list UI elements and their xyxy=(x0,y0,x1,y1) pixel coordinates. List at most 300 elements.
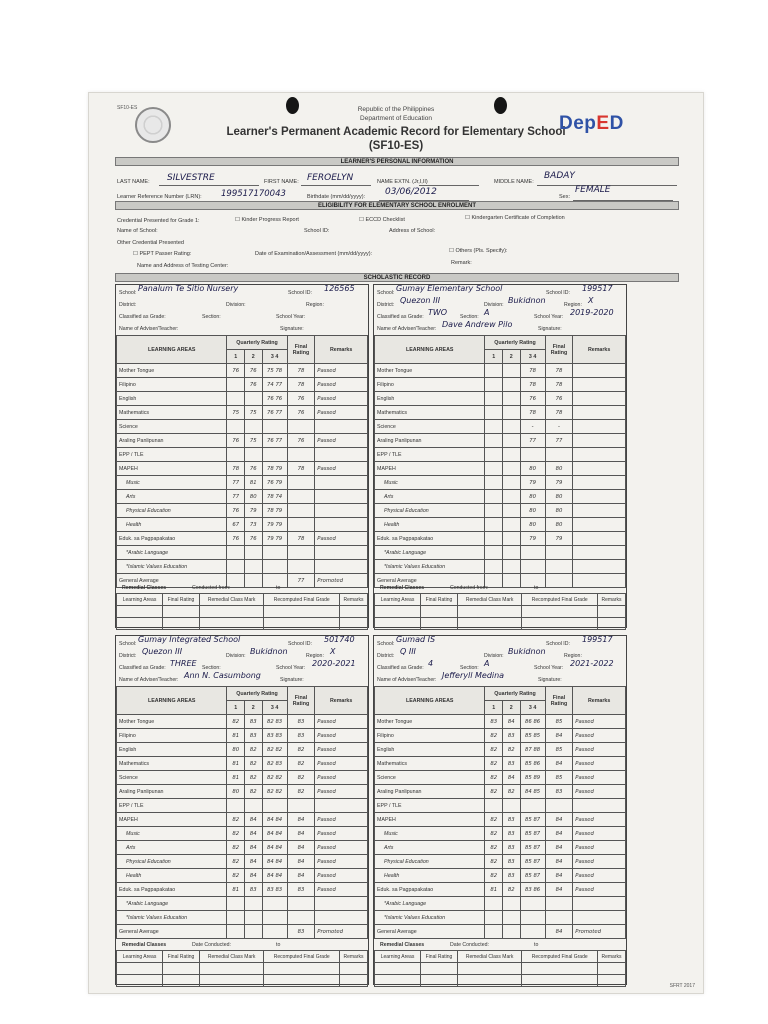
section-label: Section: xyxy=(460,314,479,320)
q34-rating: 84 84 xyxy=(262,855,287,869)
remarks-header: Remarks xyxy=(573,687,626,715)
signature-label: Signature: xyxy=(538,326,562,332)
grade-row xyxy=(375,462,626,476)
school-id-value: 126565 xyxy=(324,284,355,293)
remarks-value xyxy=(573,546,626,560)
grades-table xyxy=(116,335,368,588)
q34-rating xyxy=(520,560,545,574)
birthdate-label: Birthdate (mm/dd/yyyy): xyxy=(307,194,366,200)
q34-rating: 79 79 xyxy=(262,532,287,546)
q34-rating: 84 84 xyxy=(262,869,287,883)
page-subtitle: (SF10-ES) xyxy=(368,140,424,152)
signature-label: Signature: xyxy=(280,326,304,332)
school-id-label: School ID: xyxy=(546,641,570,647)
q2-rating: 84 xyxy=(503,715,521,729)
remarks-value: Passed xyxy=(315,743,368,757)
q34-rating: 86 86 xyxy=(520,715,545,729)
remedial-column-header: Remedial Class Mark xyxy=(199,951,264,963)
elig-address: Address of School: xyxy=(389,228,436,234)
subject-label: Science xyxy=(375,771,485,785)
final-rating-header: Final Rating xyxy=(287,687,315,715)
q34-rating: 80 xyxy=(520,504,545,518)
exam-date-label: Date of Examination/Assessment (mm/dd/yyyy): xyxy=(255,251,373,257)
q1-rating xyxy=(485,911,503,925)
subject-label: Music xyxy=(375,476,485,490)
remarks-value: Passed xyxy=(573,855,626,869)
final-rating xyxy=(287,911,315,925)
q1-rating: 77 xyxy=(227,476,245,490)
adviser-label: Name of Adviser/Teacher: xyxy=(119,677,179,683)
q34-rating xyxy=(262,574,287,588)
q1-rating: 82 xyxy=(485,869,503,883)
grade-row xyxy=(117,560,368,574)
remedial-label: Remedial Classes xyxy=(122,942,167,948)
q1-rating xyxy=(227,799,245,813)
learning-areas-header: LEARNING AREAS xyxy=(117,687,227,715)
grades-table xyxy=(374,335,626,588)
other-credential-label: Other Credential Presented xyxy=(117,240,184,246)
q34-rating: 80 xyxy=(520,490,545,504)
remedial-column-header: Recomputed Final Grade xyxy=(522,951,598,963)
kinder-checkbox: ☐ Kinder Progress Report xyxy=(235,217,299,223)
quarterly-header: Quarterly Rating xyxy=(485,687,545,701)
final-rating xyxy=(545,911,573,925)
q1-rating: 82 xyxy=(485,813,503,827)
final-rating: 84 xyxy=(545,869,573,883)
q1-rating xyxy=(485,518,503,532)
conducted-label: Conducted from: xyxy=(450,585,489,591)
q2-header: 2 xyxy=(245,350,263,364)
q2-rating: 82 xyxy=(245,743,263,757)
q1-rating: 77 xyxy=(227,490,245,504)
subject-label: Mathematics xyxy=(375,757,485,771)
section-value: A xyxy=(484,659,490,668)
grade-row xyxy=(117,841,368,855)
grade-row xyxy=(117,799,368,813)
q34-rating: 82 82 xyxy=(262,785,287,799)
final-rating: 78 xyxy=(287,378,315,392)
q34-rating: 85 87 xyxy=(520,841,545,855)
remarks-value xyxy=(573,434,626,448)
grade-value: TWO xyxy=(428,308,448,317)
section-label: Section: xyxy=(202,314,221,320)
q1-rating xyxy=(227,911,245,925)
final-rating: 85 xyxy=(545,715,573,729)
to-label: to xyxy=(534,585,539,591)
subject-label: MAPEH xyxy=(375,462,485,476)
region-label: Region: xyxy=(564,653,582,659)
q2-rating xyxy=(503,504,521,518)
q34-rating: 84 84 xyxy=(262,841,287,855)
remarks-value: Passed xyxy=(315,785,368,799)
q1-rating xyxy=(227,560,245,574)
remarks-value: Passed xyxy=(315,757,368,771)
final-rating xyxy=(287,518,315,532)
region-label: Region: xyxy=(306,302,324,308)
remedial-column-header: Remedial Class Mark xyxy=(199,594,264,606)
grade-row xyxy=(375,448,626,462)
scholastic-panel-2 xyxy=(373,284,627,628)
subject-label: MAPEH xyxy=(375,813,485,827)
final-rating: 84 xyxy=(545,757,573,771)
q2-header: 2 xyxy=(503,701,521,715)
q1-rating xyxy=(485,462,503,476)
school-year-value: 2021-2022 xyxy=(570,659,614,668)
q1-rating: 81 xyxy=(227,729,245,743)
subject-label: *Islamic Values Education xyxy=(117,560,227,574)
q1-rating: 82 xyxy=(227,841,245,855)
final-rating: 84 xyxy=(287,855,315,869)
subject-label: Filipino xyxy=(375,729,485,743)
q1-rating: 82 xyxy=(227,715,245,729)
remedial-column-header: Remarks xyxy=(340,951,368,963)
q1-header: 1 xyxy=(227,350,245,364)
remedial-column-header: Learning Areas xyxy=(375,951,421,963)
pept-checkbox: ☐ PEPT Passer Rating: xyxy=(133,251,192,257)
remarks-value: Passed xyxy=(573,729,626,743)
q1-rating xyxy=(485,925,503,939)
q34-rating: 85 87 xyxy=(520,855,545,869)
grade-row xyxy=(117,476,368,490)
district-value: Quezon III xyxy=(400,296,441,305)
q2-rating: 84 xyxy=(245,869,263,883)
remarks-value xyxy=(315,897,368,911)
remarks-value xyxy=(315,420,368,434)
final-rating xyxy=(287,490,315,504)
remedial-column-header: Final Rating xyxy=(421,951,458,963)
q34-rating xyxy=(520,546,545,560)
final-rating xyxy=(545,897,573,911)
q2-rating: 83 xyxy=(245,883,263,897)
grade-row xyxy=(375,883,626,897)
subject-label: *Arabic Language xyxy=(117,546,227,560)
remarks-value: Passed xyxy=(573,715,626,729)
q2-rating: 82 xyxy=(503,743,521,757)
grade-row xyxy=(375,827,626,841)
final-rating xyxy=(545,799,573,813)
q1-rating xyxy=(227,546,245,560)
school-id-value: 199517 xyxy=(582,284,613,293)
q34-rating xyxy=(262,925,287,939)
subject-label: *Islamic Values Education xyxy=(375,911,485,925)
grade-value: THREE xyxy=(170,659,197,668)
school-label: School: xyxy=(377,641,395,647)
grade-row xyxy=(117,462,368,476)
remedial-column-header: Learning Areas xyxy=(117,594,163,606)
q34-rating xyxy=(262,546,287,560)
final-rating-header: Final Rating xyxy=(287,336,315,364)
q2-rating: 83 xyxy=(503,757,521,771)
grade-row xyxy=(117,434,368,448)
adviser-value: Ann N. Casumbong xyxy=(184,671,261,680)
q1-header: 1 xyxy=(485,701,503,715)
subject-label: Mathematics xyxy=(375,406,485,420)
adviser-value: Dave Andrew Pilo xyxy=(442,320,513,329)
q2-rating: 81 xyxy=(245,476,263,490)
q2-header: 2 xyxy=(245,701,263,715)
middle-name-value: BADAY xyxy=(544,171,575,181)
grade-row xyxy=(375,869,626,883)
q2-rating xyxy=(503,546,521,560)
grade-row xyxy=(375,715,626,729)
q1-rating xyxy=(227,448,245,462)
subject-label: General Average xyxy=(117,574,227,588)
q34-rating xyxy=(520,925,545,939)
q34-rating: 76 79 xyxy=(262,476,287,490)
final-rating: 76 xyxy=(287,434,315,448)
q1-rating: 80 xyxy=(227,743,245,757)
remarks-value: Passed xyxy=(573,785,626,799)
final-rating xyxy=(545,546,573,560)
subject-label: *Islamic Values Education xyxy=(117,911,227,925)
q34-header: 3 4 xyxy=(520,350,545,364)
subject-label: Physical Education xyxy=(375,855,485,869)
grade-row xyxy=(117,364,368,378)
grade-label: Classified as Grade: xyxy=(119,665,166,671)
q34-rating: 85 89 xyxy=(520,771,545,785)
remarks-value xyxy=(315,448,368,462)
q1-rating: 80 xyxy=(227,785,245,799)
q2-rating xyxy=(245,448,263,462)
remarks-value xyxy=(573,364,626,378)
subject-label: EPP / TLE xyxy=(375,799,485,813)
q2-rating xyxy=(503,364,521,378)
q2-rating xyxy=(245,546,263,560)
final-rating xyxy=(287,546,315,560)
grade-row xyxy=(375,546,626,560)
q2-rating: 79 xyxy=(245,504,263,518)
grade-row xyxy=(375,518,626,532)
grade-row xyxy=(375,434,626,448)
subject-label: Health xyxy=(375,869,485,883)
final-rating: 80 xyxy=(545,490,573,504)
q34-rating xyxy=(262,448,287,462)
remedial-column-header: Recomputed Final Grade xyxy=(264,951,340,963)
grades-table xyxy=(374,686,626,939)
grade-row xyxy=(117,518,368,532)
final-rating: 79 xyxy=(545,532,573,546)
q2-rating: 82 xyxy=(503,883,521,897)
date-conducted-label: Date Conducted: xyxy=(192,942,231,948)
final-rating: 84 xyxy=(545,841,573,855)
q1-rating: 81 xyxy=(227,771,245,785)
remarks-value: Passed xyxy=(315,462,368,476)
q2-rating: 83 xyxy=(245,715,263,729)
republic-label: Republic of the Philippines xyxy=(357,106,435,113)
remarks-value xyxy=(573,560,626,574)
subject-label: Eduk. sa Pagpapakatao xyxy=(375,883,485,897)
q34-rating: 80 xyxy=(520,462,545,476)
grade-row xyxy=(117,546,368,560)
remarks-value: Passed xyxy=(573,869,626,883)
grade-row xyxy=(117,911,368,925)
remarks-value xyxy=(573,897,626,911)
remarks-value xyxy=(573,448,626,462)
q1-rating: 82 xyxy=(485,785,503,799)
scholastic-heading: SCHOLASTIC RECORD xyxy=(115,273,679,282)
grade-row xyxy=(117,897,368,911)
remarks-value xyxy=(315,476,368,490)
sex-value: FEMALE xyxy=(575,185,611,195)
q2-rating xyxy=(245,799,263,813)
division-value: Bukidnon xyxy=(508,296,546,305)
q34-rating: 76 77 xyxy=(262,406,287,420)
subject-label: Filipino xyxy=(117,729,227,743)
remedial-column-header: Final Rating xyxy=(163,594,200,606)
grade-row xyxy=(375,785,626,799)
final-rating: 84 xyxy=(287,827,315,841)
final-rating: 84 xyxy=(287,813,315,827)
region-label: Region: xyxy=(564,302,582,308)
grade-row xyxy=(117,757,368,771)
final-rating xyxy=(545,574,573,588)
q34-rating: 76 76 xyxy=(262,392,287,406)
q1-rating: 82 xyxy=(227,855,245,869)
grade-row xyxy=(117,532,368,546)
q2-rating xyxy=(503,799,521,813)
remedial-table xyxy=(116,950,368,987)
remarks-value xyxy=(573,420,626,434)
remarks-value: Promoted xyxy=(315,925,368,939)
subject-label: Arts xyxy=(117,841,227,855)
school-year-label: School Year: xyxy=(276,314,306,320)
remarks-value: Passed xyxy=(573,827,626,841)
remarks-value xyxy=(573,462,626,476)
q34-rating xyxy=(262,911,287,925)
remarks-header: Remarks xyxy=(573,336,626,364)
form-code: SF10-ES xyxy=(117,105,138,111)
q34-rating: 82 82 xyxy=(262,743,287,757)
subject-label: Health xyxy=(375,518,485,532)
q1-rating: 82 xyxy=(227,827,245,841)
q34-rating: 77 xyxy=(520,434,545,448)
subject-label: Physical Education xyxy=(117,504,227,518)
grade-row xyxy=(375,364,626,378)
q1-rating: 67 xyxy=(227,518,245,532)
q34-rating: 78 79 xyxy=(262,504,287,518)
adviser-value: Jefferyll Medina xyxy=(442,671,505,680)
subject-label: Eduk. sa Pagpapakatao xyxy=(117,532,227,546)
q1-rating xyxy=(485,420,503,434)
grade-label: Classified as Grade: xyxy=(377,665,424,671)
grade-row xyxy=(117,743,368,757)
q2-rating xyxy=(245,925,263,939)
grade-row xyxy=(117,827,368,841)
middle-name-label: MIDDLE NAME: xyxy=(494,179,534,185)
final-rating: 83 xyxy=(287,715,315,729)
q1-rating xyxy=(485,504,503,518)
q1-rating: 82 xyxy=(485,771,503,785)
grade-row xyxy=(375,560,626,574)
school-id-value: 501740 xyxy=(324,635,355,644)
subject-label: Arts xyxy=(117,490,227,504)
name-ext-label: NAME EXTN. (Jr,I,II) xyxy=(377,179,428,185)
elig-school-name: Name of School: xyxy=(117,228,158,234)
grade-row xyxy=(375,532,626,546)
q34-rating: 85 87 xyxy=(520,813,545,827)
q1-rating: 82 xyxy=(485,729,503,743)
personal-info-heading: LEARNER'S PERSONAL INFORMATION xyxy=(115,157,679,166)
remarks-value: Passed xyxy=(315,378,368,392)
region-value: X xyxy=(588,296,594,305)
grade-row xyxy=(117,925,368,939)
q2-rating: 83 xyxy=(503,813,521,827)
final-rating: 82 xyxy=(287,743,315,757)
subject-label: Mathematics xyxy=(117,406,227,420)
remarks-value: Passed xyxy=(315,855,368,869)
q34-rating xyxy=(262,420,287,434)
remarks-value xyxy=(315,546,368,560)
final-rating: 82 xyxy=(287,771,315,785)
final-rating-header: Final Rating xyxy=(545,336,573,364)
final-rating: 77 xyxy=(287,574,315,588)
subject-label: Araling Panlipunan xyxy=(117,434,227,448)
remark-label: Remark: xyxy=(451,260,472,266)
remarks-header: Remarks xyxy=(315,687,368,715)
q2-rating xyxy=(503,897,521,911)
q2-rating: 84 xyxy=(503,771,521,785)
q1-rating xyxy=(485,897,503,911)
district-value: Q III xyxy=(400,647,416,656)
final-rating: - xyxy=(545,420,573,434)
section-label: Section: xyxy=(460,665,479,671)
footer-code: SFRT 2017 xyxy=(669,983,695,989)
school-year-label: School Year: xyxy=(276,665,306,671)
subject-label: General Average xyxy=(375,574,485,588)
remarks-value: Passed xyxy=(315,813,368,827)
grade-row xyxy=(375,743,626,757)
remarks-value: Passed xyxy=(315,406,368,420)
q1-rating: 82 xyxy=(485,743,503,757)
remarks-value: Passed xyxy=(573,757,626,771)
subject-label: Science xyxy=(117,771,227,785)
final-rating: 82 xyxy=(287,757,315,771)
remarks-value xyxy=(315,504,368,518)
subject-label: Arts xyxy=(375,841,485,855)
q2-rating xyxy=(503,392,521,406)
subject-label: EPP / TLE xyxy=(117,448,227,462)
grade-row xyxy=(375,841,626,855)
final-rating: 84 xyxy=(287,841,315,855)
conducted-label: Conducted from: xyxy=(192,585,231,591)
division-label: Division: xyxy=(484,302,504,308)
region-label: Region: xyxy=(306,653,324,659)
remarks-value: Passed xyxy=(315,364,368,378)
q1-rating: 76 xyxy=(227,532,245,546)
q34-header: 3 4 xyxy=(262,350,287,364)
credential-label: Credential Presented for Grade 1: xyxy=(117,218,200,224)
scholastic-panel-1 xyxy=(115,284,369,628)
remarks-value: Passed xyxy=(315,392,368,406)
q1-rating: 82 xyxy=(227,813,245,827)
lrn-label: Learner Reference Number (LRN): xyxy=(117,194,202,200)
q2-rating xyxy=(245,392,263,406)
q1-rating: 78 xyxy=(227,462,245,476)
grade-row xyxy=(375,490,626,504)
adviser-label: Name of Adviser/Teacher: xyxy=(119,326,179,332)
q1-rating: 81 xyxy=(227,757,245,771)
remarks-value xyxy=(573,406,626,420)
grade-value: 4 xyxy=(428,659,434,668)
final-rating xyxy=(545,448,573,462)
remarks-value xyxy=(315,518,368,532)
q34-rating: 79 xyxy=(520,532,545,546)
subject-label: English xyxy=(117,743,227,757)
subject-label: Health xyxy=(117,869,227,883)
grade-row xyxy=(375,855,626,869)
q2-rating xyxy=(503,490,521,504)
final-rating: 84 xyxy=(545,925,573,939)
